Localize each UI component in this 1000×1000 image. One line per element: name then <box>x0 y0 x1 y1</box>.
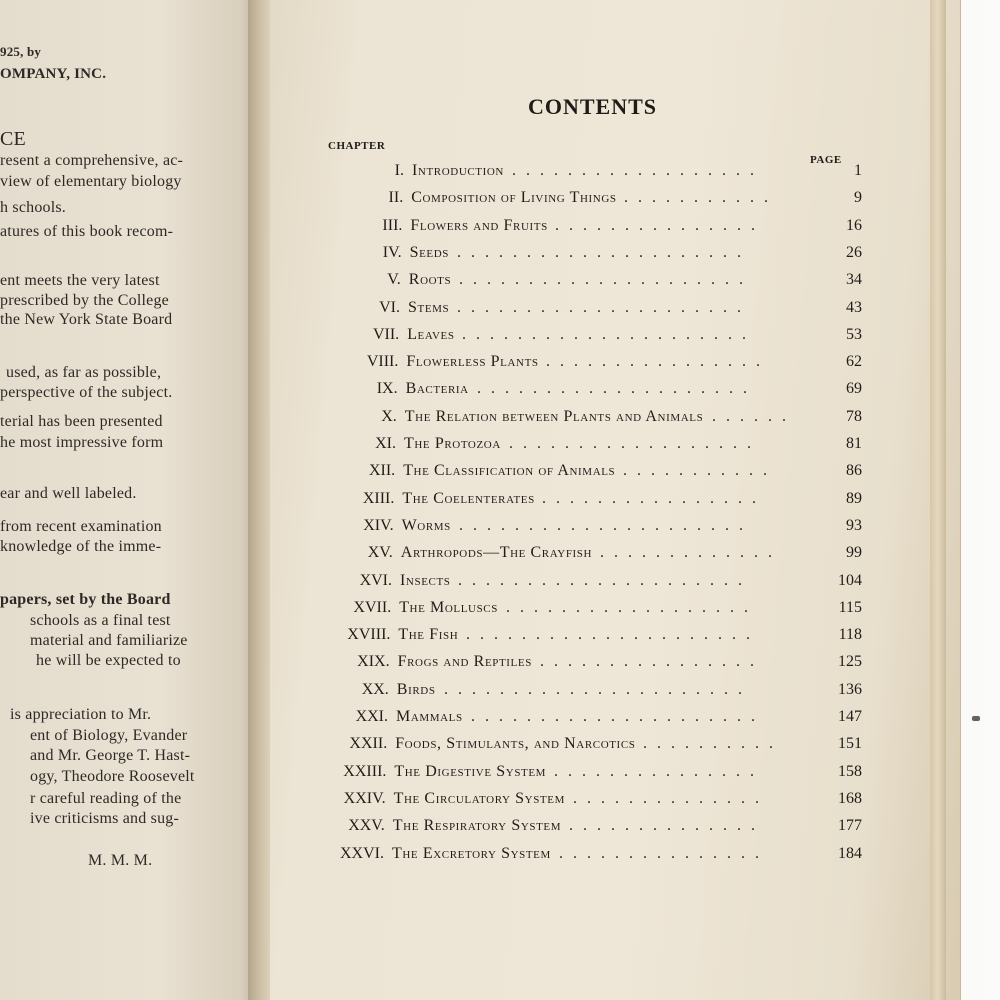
toc-page-number: 53 <box>846 325 862 343</box>
left-line: ear and well labeled. <box>0 485 137 502</box>
toc-leader-dots: ................ <box>540 653 764 671</box>
toc-leader-dots: ..................... <box>457 243 751 261</box>
toc-page-number: 104 <box>838 571 862 589</box>
left-line: knowledge of the imme- <box>0 538 162 555</box>
toc-leader-dots: .............. <box>569 817 765 835</box>
toc-entry <box>0 626 1000 648</box>
toc-entry <box>0 299 1000 321</box>
toc-chapter-number: XIV. <box>363 516 394 534</box>
left-line: he most impressive form <box>0 434 164 451</box>
toc-page-number: 9 <box>854 189 862 207</box>
toc-leader-dots: ..................... <box>458 571 752 589</box>
toc-page-number: 99 <box>846 544 862 562</box>
toc-leader-dots: .................. <box>506 598 758 616</box>
toc-leader-dots: .................. <box>512 162 764 179</box>
toc-chapter-number: XIII. <box>362 489 395 507</box>
toc-chapter-number: XXIII. <box>343 762 387 780</box>
toc-chapter-number: XI. <box>375 435 396 452</box>
toc-page-number: 81 <box>846 435 862 452</box>
left-line: papers, set by the Board <box>0 591 171 608</box>
toc-page-number: 136 <box>838 680 862 698</box>
toc-entry <box>0 735 1000 757</box>
toc-chapter-number: VIII. <box>366 353 399 371</box>
toc-chapter-title: The Molluscs <box>399 598 498 616</box>
toc-entry <box>0 326 1000 348</box>
toc-leader-dots: ............... <box>555 216 765 234</box>
toc-chapter-title: Worms <box>401 516 451 534</box>
toc-leader-dots: ...... <box>712 407 796 425</box>
toc-entry <box>0 708 1000 730</box>
toc-chapter-title: Seeds <box>409 243 449 261</box>
toc-entry <box>0 408 1000 430</box>
toc-chapter-number: IX. <box>376 380 398 398</box>
toc-chapter-title: Leaves <box>407 325 455 343</box>
toc-page-number: 151 <box>838 735 862 753</box>
chapter-column-label: CHAPTER <box>328 140 386 152</box>
toc-chapter-number: XII. <box>368 462 396 480</box>
toc-entry <box>0 572 1000 594</box>
toc-chapter-number: XXV. <box>348 817 385 835</box>
toc-chapter-number: III. <box>382 216 403 234</box>
left-line: ive criticisms and sug- <box>30 810 180 827</box>
toc-page-number: 158 <box>838 762 862 780</box>
toc-chapter-title: The Coelenterates <box>402 489 535 507</box>
left-line: 925, by <box>0 44 42 59</box>
toc-entry <box>0 217 1000 239</box>
toc-chapter-number: XIX. <box>357 653 390 671</box>
toc-page-number: 16 <box>846 216 862 234</box>
toc-chapter-number: VI. <box>379 298 400 316</box>
toc-page-number: 78 <box>846 407 862 425</box>
toc-chapter-title: The Fish <box>398 626 459 644</box>
toc-chapter-number: XXII. <box>349 735 388 753</box>
left-line: schools as a final test <box>30 612 171 629</box>
toc-chapter-number: X. <box>381 407 397 425</box>
toc-entry <box>0 517 1000 539</box>
toc-page-number: 26 <box>846 243 862 261</box>
toc-page-number: 34 <box>846 271 862 289</box>
toc-entry <box>0 244 1000 266</box>
toc-chapter-number: XVI. <box>359 571 392 589</box>
toc-chapter-number: XXVI. <box>340 844 384 862</box>
toc-leader-dots: ..................... <box>466 626 760 644</box>
toc-entry <box>0 490 1000 512</box>
toc-page-number: 86 <box>846 462 862 480</box>
toc-page-number: 147 <box>838 708 862 725</box>
toc-chapter-title: Birds <box>396 680 436 698</box>
toc-chapter-title: Bacteria <box>405 380 469 398</box>
left-line: ent meets the very latest <box>0 272 160 289</box>
left-line: resent a comprehensive, ac- <box>0 152 184 169</box>
toc-chapter-number: XXIV. <box>343 789 386 807</box>
toc-entry <box>0 790 1000 812</box>
toc-leader-dots: ..................... <box>459 271 753 289</box>
left-line: ogy, Theodore Roosevelt <box>30 768 195 785</box>
toc-entry <box>0 162 1000 184</box>
toc-chapter-number: I. <box>394 162 404 179</box>
left-line: from recent examination <box>0 518 162 535</box>
toc-leader-dots: ................ <box>546 353 770 371</box>
toc-chapter-number: VII. <box>372 325 400 343</box>
toc-chapter-number: V. <box>387 271 401 289</box>
page-title: CONTENTS <box>528 94 658 119</box>
toc-chapter-title: Mammals <box>396 708 463 725</box>
toc-entry <box>0 353 1000 375</box>
toc-leader-dots: ..................... <box>462 325 756 343</box>
left-line: CE <box>0 128 26 150</box>
toc-chapter-title: The Excretory System <box>392 844 551 862</box>
toc-entry <box>0 271 1000 293</box>
toc-chapter-title: Introduction <box>412 162 504 179</box>
toc-leader-dots: .................. <box>509 435 761 452</box>
toc-chapter-title: Roots <box>408 271 452 289</box>
toc-entry <box>0 817 1000 839</box>
toc-page-number: 118 <box>838 626 862 644</box>
toc-entry <box>0 544 1000 566</box>
toc-leader-dots: ..................... <box>459 516 753 534</box>
toc-page-number: 93 <box>846 516 862 534</box>
toc-page-number: 184 <box>838 844 862 862</box>
toc-page-number: 43 <box>846 298 862 316</box>
toc-chapter-number: XVII. <box>353 598 392 616</box>
toc-leader-dots: .......... <box>643 735 783 753</box>
left-line: prescribed by the College <box>0 292 169 309</box>
toc-entry <box>0 599 1000 621</box>
toc-leader-dots: ............. <box>600 544 782 562</box>
toc-page-number: 115 <box>838 598 862 616</box>
left-line: view of elementary biology <box>0 173 182 190</box>
toc-leader-dots: ..................... <box>457 298 751 316</box>
toc-entry <box>0 462 1000 484</box>
left-line: ent of Biology, Evander <box>30 727 188 744</box>
toc-page-number: 177 <box>838 817 862 835</box>
toc-chapter-title: The Digestive System <box>394 762 547 780</box>
toc-chapter-title: The Classification of Animals <box>403 462 616 480</box>
toc-leader-dots: ............... <box>554 762 764 780</box>
toc-entry <box>0 763 1000 785</box>
toc-chapter-title: Frogs and Reptiles <box>397 653 532 671</box>
left-line: he will be expected to <box>36 652 181 669</box>
toc-page-number: 69 <box>846 380 862 398</box>
toc-chapter-number: XXI. <box>355 708 388 725</box>
toc-entry <box>0 845 1000 867</box>
toc-page-number: 125 <box>838 653 862 671</box>
page-column-label: PAGE <box>810 154 842 166</box>
toc-chapter-title: The Respiratory System <box>392 817 562 835</box>
toc-leader-dots: ................ <box>542 489 766 507</box>
toc-chapter-title: Flowers and Fruits <box>410 216 548 234</box>
toc-page-number: 89 <box>846 489 862 507</box>
toc-leader-dots: ..................... <box>471 708 765 725</box>
left-line: OMPANY, INC. <box>0 66 107 82</box>
toc-leader-dots: ...................... <box>444 680 752 698</box>
left-line: material and familiarize <box>30 632 188 649</box>
left-line: h schools. <box>0 199 66 216</box>
toc-chapter-number: II. <box>388 189 404 207</box>
left-line: and Mr. George T. Hast- <box>30 747 191 764</box>
toc-chapter-title: Arthropods—The Crayfish <box>400 544 593 562</box>
toc-leader-dots: .............. <box>573 789 769 807</box>
toc-entry <box>0 435 1000 457</box>
left-line: atures of this book recom- <box>0 223 174 240</box>
toc-chapter-title: The Circulatory System <box>393 789 565 807</box>
toc-page-number: 62 <box>846 353 862 371</box>
left-line: perspective of the subject. <box>0 384 173 401</box>
toc-chapter-number: XV. <box>367 544 393 562</box>
toc-leader-dots: .................... <box>477 380 757 398</box>
toc-entry <box>0 653 1000 675</box>
toc-chapter-title: Flowerless Plants <box>406 353 539 371</box>
toc-chapter-title: Insects <box>400 571 451 589</box>
toc-chapter-title: Stems <box>408 298 450 316</box>
left-line: used, as far as possible, <box>6 364 162 381</box>
left-line: r careful reading of the <box>30 790 182 807</box>
toc-entry <box>0 380 1000 402</box>
toc-chapter-number: XVIII. <box>347 626 391 644</box>
toc-page-number: 168 <box>838 789 862 807</box>
toc-chapter-number: XX. <box>361 680 389 698</box>
toc-chapter-number: IV. <box>382 243 402 261</box>
toc-chapter-title: Foods, Stimulants, and Narcotics <box>395 735 636 753</box>
toc-chapter-title: Composition of Living Things <box>411 189 617 207</box>
left-line: the New York State Board <box>0 311 173 328</box>
left-line: M. M. M. <box>88 852 153 869</box>
toc-chapter-title: The Relation between Plants and Animals <box>404 407 704 425</box>
dust-speck <box>972 716 980 721</box>
toc-chapter-title: The Protozoa <box>404 435 501 452</box>
toc-entry <box>0 189 1000 211</box>
toc-leader-dots: ........... <box>624 189 778 207</box>
toc-page-number: 1 <box>854 162 862 179</box>
toc-entry <box>0 681 1000 703</box>
toc-leader-dots: ........... <box>623 462 777 480</box>
left-line: is appreciation to Mr. <box>10 706 152 723</box>
toc-leader-dots: ............... <box>559 844 769 862</box>
left-line: terial has been presented <box>0 413 163 430</box>
